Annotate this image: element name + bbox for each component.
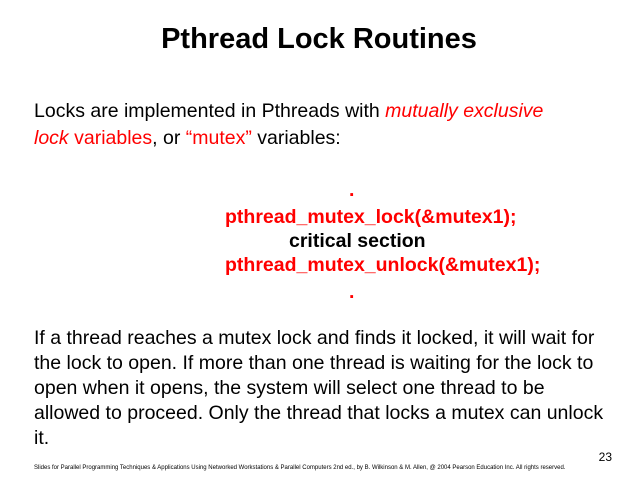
page-number: 23: [598, 450, 612, 464]
slide-title: Pthread Lock Routines: [161, 23, 477, 55]
code-mutex-unlock-line: pthread_mutex_unlock(&mutex1);: [225, 254, 541, 276]
code-mutex-lock-line: pthread_mutex_lock(&mutex1);: [225, 206, 517, 228]
intro-variables-red: variables: [68, 127, 153, 149]
code-critical-section-line: critical section: [289, 230, 426, 252]
intro-paragraph: [34, 98, 624, 152]
intro-mutex-quoted: “mutex”: [185, 127, 252, 149]
intro-emphasis-lock: lock: [34, 127, 69, 149]
code-ellipsis-top: .: [349, 179, 355, 201]
intro-text-1: Locks are implemented in Pthreads with: [34, 100, 386, 122]
body-paragraph: If a thread reaches a mutex lock and finds it locked, it will wait for the lock to open. If more than one thread is waiting for the lock to open when it opens, the system will select one thread to be allowed to proceed. Only the thread that locks a mutex can unlock it.: [34, 327, 604, 449]
intro-text-end: variables:: [251, 127, 341, 149]
intro-text-or: , or: [152, 127, 186, 149]
footer-copyright: Slides for Parallel Programming Techniques & Applications Using Networked Workstations & Parallel Computers 2nd ed., by B. Wilkinson & M. Allen, @ 2004 Pearson Education Inc. All rights reserved.: [34, 465, 566, 471]
code-ellipsis-bottom: .: [349, 281, 355, 303]
intro-emphasis-mutually-exclusive: mutually exclusive: [385, 100, 544, 122]
